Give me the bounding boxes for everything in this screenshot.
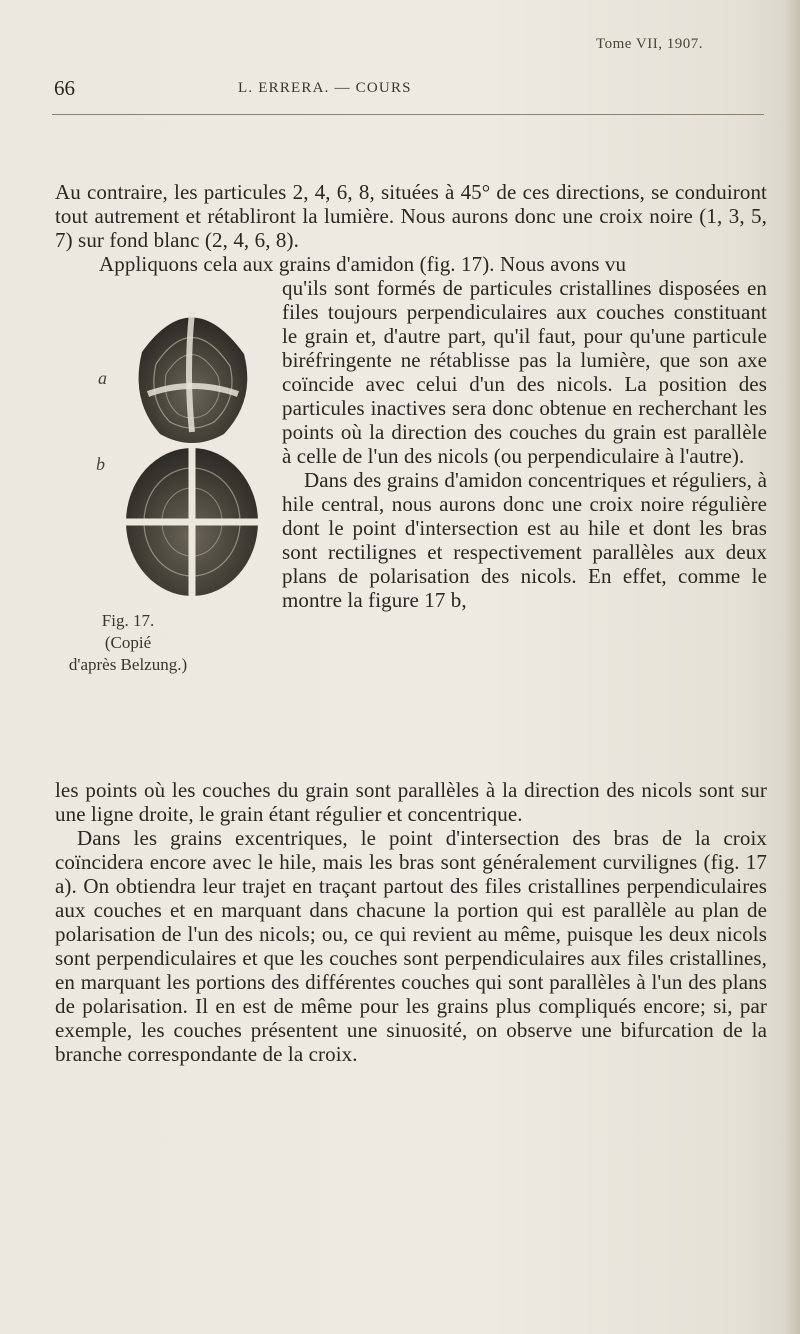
page-edge-shadow — [782, 0, 800, 1334]
running-head: Tome VII, 1907. — [596, 36, 703, 52]
paragraph-1: Au contraire, les particules 2, 4, 6, 8, situées à 45° de ces directions, se conduiront tout autrement et rétabliront la lumière. Nous aurons donc une croix noire (1, 3, 5, 7) sur fond blanc (2, 4, 6, 8). — [55, 180, 767, 252]
page-number: 66 — [54, 76, 75, 100]
caption-line-2: (Copié — [104, 633, 152, 652]
figure-label-b: b — [96, 454, 105, 474]
paragraph-2-wrap: qu'ils sont formés de particules cristallines disposées en files toujours perpendiculaires aux couches constituant le grain et, d'autre part, qu'il faut, pour qu'une particule biréfringente ne rétablisse pas la lumière, que son axe coïncide avec celui d'un des nicols. La position des particules inactives sera donc obtenue en recherchant les points où la direction des couches du grain est parallèle à celle de l'un des nicols (ou perpendiculaire à l'autre). — [282, 276, 767, 468]
paragraph-3-wrap: Dans des grains d'amidon concentriques et réguliers, à hile central, nous aurons donc une croix noire régulière dont le point d'intersection est au hile et dont les bras sont rectilignes et respectivement parallèles aux deux plans de polarisation des nicols. En effet, comme le montre la figure 17 b, — [282, 468, 767, 612]
figure-17-starch-grains — [104, 282, 282, 602]
figure-caption — [38, 610, 218, 676]
header-rule — [52, 114, 764, 115]
caption-line-1: Fig. 17. — [101, 611, 155, 630]
figure-label-a: a — [98, 368, 107, 388]
wrapped-text-block — [282, 276, 767, 612]
starch-grain-b — [126, 448, 258, 596]
starch-grain-a — [139, 312, 248, 443]
paragraph-4: Dans les grains excentriques, le point d'intersection des bras de la croix coïncidera encore avec le hile, mais les bras sont généralement curvilignes (fig. 17 a). On obtiendra leur trajet en traçant partout des files cristallines perpendiculaires aux couches et en marquant dans chacune la portion qui est parallèle au plan de polarisation de l'un des nicols; ou, ce qui revient au même, puisque les deux nicols sont perpendiculaires et que les couches sont perpendiculaires aux files cristallines, en marquant les portions des différentes couches qui sont parallèles à l'un des plans de polarisation. Il en est de même pour les grains plus compliqués encore; si, par exemple, les couches présentent une sinuosité, on observe une bifurcation de la branche correspondante de la croix. — [55, 826, 767, 1066]
paragraph-2-first-line: Appliquons cela aux grains d'amidon (fig. 17). Nous avons vu — [99, 252, 627, 276]
caption-line-3: d'après Belzung.) — [68, 655, 188, 674]
full-text-block — [55, 778, 767, 1066]
paragraph-3-continued: les points où les couches du grain sont parallèles à la direction des nicols sont sur une ligne droite, le grain étant régulier et concentrique. — [55, 778, 767, 826]
header-title: L. ERRERA. — COURS — [238, 80, 412, 96]
